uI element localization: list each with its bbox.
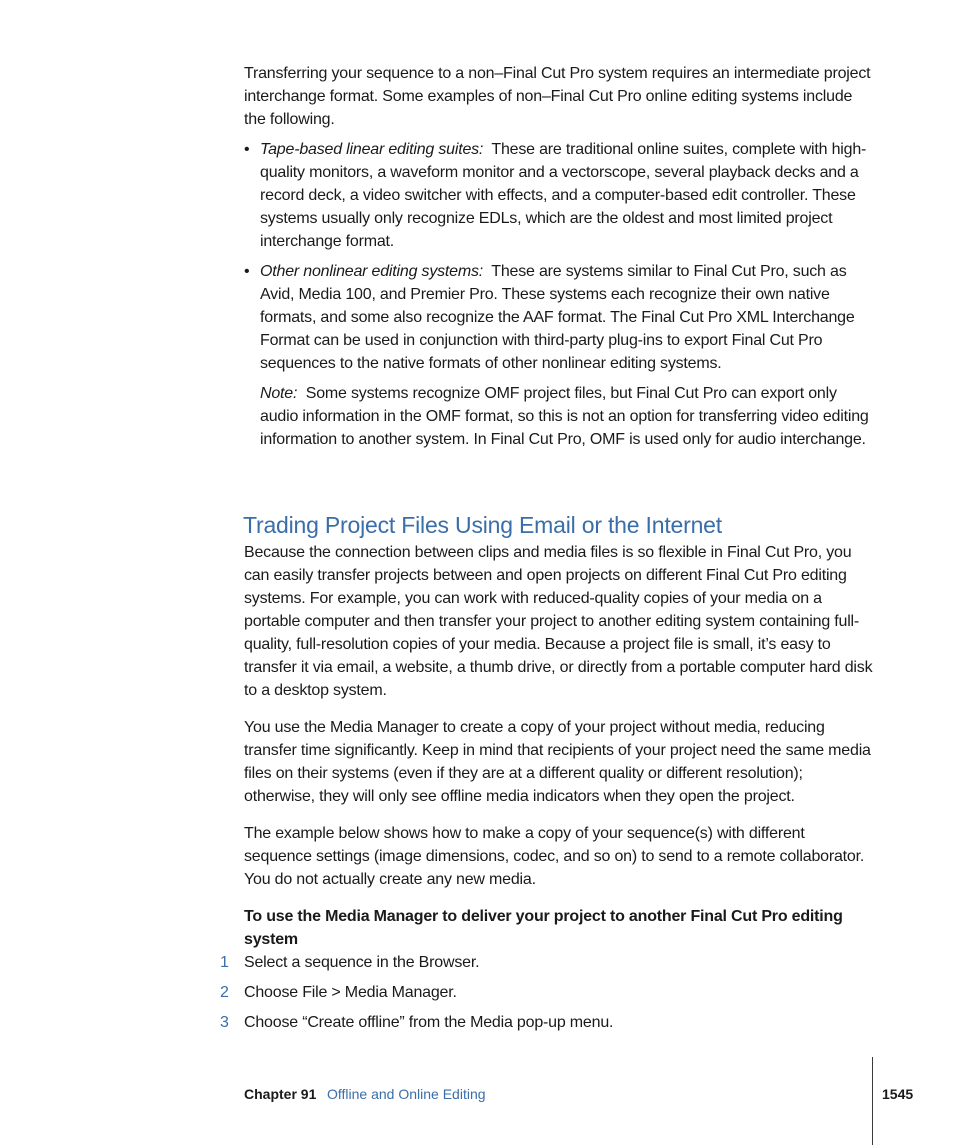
step-text: Choose File > Media Manager. xyxy=(244,984,457,1001)
step-text: Select a sequence in the Browser. xyxy=(244,954,480,971)
bullet-body xyxy=(260,260,876,375)
note-lead: Note: xyxy=(260,385,298,402)
bullet-lead: Tape-based linear editing suites: xyxy=(260,141,484,158)
bullet-marker: • xyxy=(244,141,250,158)
task-heading: To use the Media Manager to deliver your project to another Final Cut Pro editing system xyxy=(244,908,843,948)
footer-divider xyxy=(872,1057,873,1145)
section-heading: Trading Project Files Using Email or the Internet xyxy=(243,512,722,538)
note-text: Some systems recognize OMF project files, but Final Cut Pro can export only audio information in the OMF format, so this is not an option for transferring video editing information to another system. In Final Cut Pro, OMF is used only for audio interchange. xyxy=(260,385,869,448)
body-paragraph-1: Because the connection between clips and media files is so flexible in Final Cut Pro, you can easily transfer projects between and open projects on different Final Cut Pro editing systems. For example, you can work with reduced-quality copies of your media on a portable computer and then transfer your project to another editing system containing full-quality, full-resolution copies of your media. Because a project file is small, it’s easy to transfer it via email, a website, a thumb drive, or directly from a portable computer hard disk to a desktop system. xyxy=(244,544,873,699)
bullet-text: These are systems similar to Final Cut Pro, such as Avid, Media 100, and Premier Pro. These systems each recognize their own native formats, and some also recognize the AAF format. The Final Cut Pro XML Interchange Format can be used in conjunction with third-party plug-ins to export Final Cut Pro sequences to the native formats of other nonlinear editing systems. xyxy=(260,263,855,372)
bullet-lead: Other nonlinear editing systems: xyxy=(260,263,484,280)
step-number: 3 xyxy=(220,1014,229,1031)
intro-paragraph: Transferring your sequence to a non–Final Cut Pro system requires an intermediate project interchange format. Some examples of non–Final Cut Pro online editing systems include the following. xyxy=(244,65,871,128)
page-number: 1545 xyxy=(882,1086,914,1102)
body-paragraph-3: The example below shows how to make a copy of your sequence(s) with different sequence settings (image dimensions, codec, and so on) to send to a remote collaborator. You do not actually create any new media. xyxy=(244,825,865,888)
bullet-marker: • xyxy=(244,263,250,280)
footer-chapter-label: Chapter 91 xyxy=(244,1086,317,1102)
step-text: Choose “Create offline” from the Media pop-up menu. xyxy=(244,1014,614,1031)
bullet-body xyxy=(260,138,876,253)
body-paragraph-2: You use the Media Manager to create a copy of your project without media, reducing transfer time significantly. Keep in mind that recipients of your project need the same media files on their systems (even if they are at a different quality or different resolution); otherwise, they will only see offline media indicators when they open the project. xyxy=(244,719,871,805)
step-number: 1 xyxy=(220,954,229,971)
note-body xyxy=(260,382,876,451)
step-number: 2 xyxy=(220,984,229,1001)
bullet-text: These are traditional online suites, complete with high-quality monitors, a waveform monitor and a vectorscope, several playback decks and a record deck, a video switcher with effects, and a computer-based edit controller. These systems usually only recognize EDLs, which are the oldest and most limited project interchange format. xyxy=(260,141,867,250)
footer-chapter-title: Offline and Online Editing xyxy=(327,1086,486,1102)
